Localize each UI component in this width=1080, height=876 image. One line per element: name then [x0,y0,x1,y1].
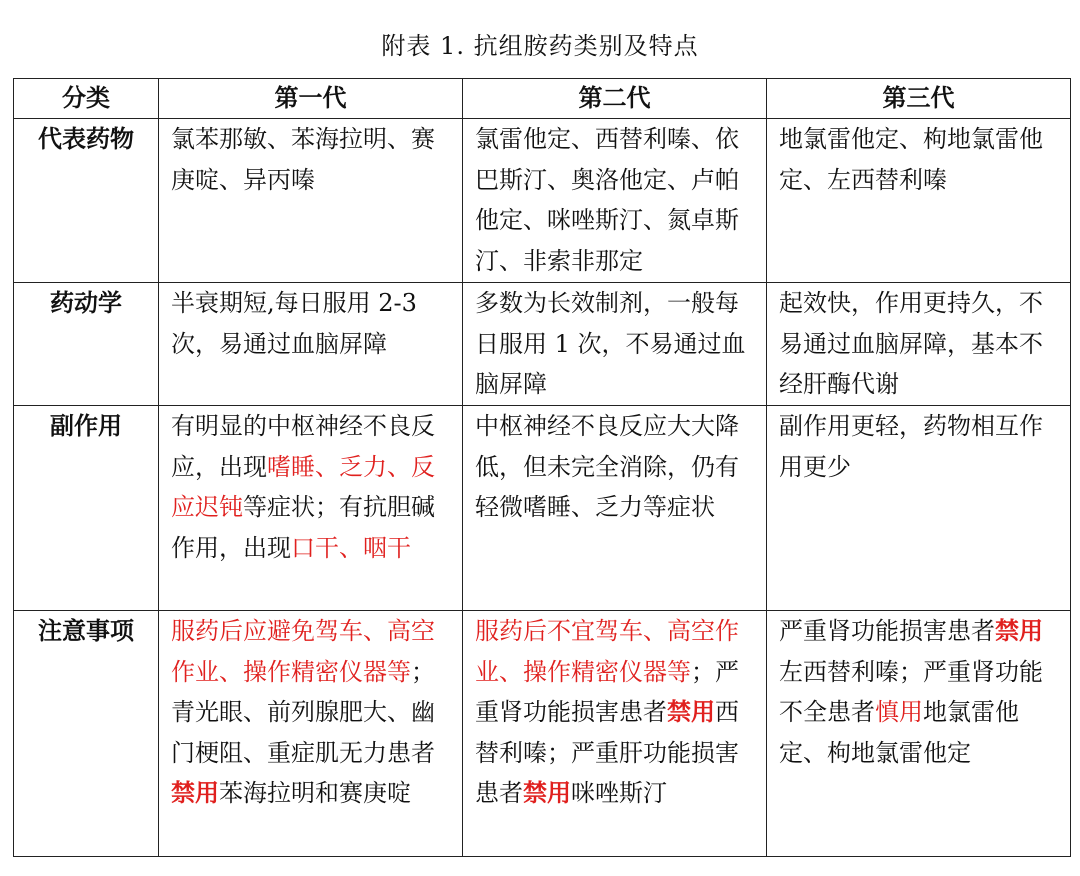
cell-text: 严重肾功能损害患者 [779,617,995,645]
table-row-representative-drugs [14,119,1071,283]
header-gen3: 第三代 [767,79,1071,119]
cell-text: 氯雷他定、西替利嗪、依巴斯汀、奥洛他定、卢帕他定、咪唑斯汀、氮卓斯汀、非索非那定 [475,125,739,275]
table-cell [767,119,1071,283]
table-cell [463,119,767,283]
row-label: 副作用 [14,406,159,611]
cell-text: 多数为长效制剂，一般每日服用 1 次，不易通过血脑屏障 [475,289,746,398]
highlighted-text: 禁用 [171,778,219,807]
cell-text: 地氯雷他定、枸地氯雷他定 [779,698,1019,767]
table-cell [463,283,767,406]
table-caption: 附表 1. 抗组胺药类别及特点 [381,32,699,60]
antihistamine-table [13,78,1071,857]
cell-text: 等症状；有抗胆碱作用，出现 [171,493,435,562]
cell-text: 有明显的中枢神经不良反应，出现 [171,412,435,481]
cell-text: 氯苯那敏、苯海拉明、赛庚啶、异丙嗪 [171,125,435,194]
highlighted-text: 禁用 [523,778,571,807]
cell-text: 半衰期短,每日服用 2-3 次，易通过血脑屏障 [171,289,417,358]
cell-text: 副作用更轻，药物相互作用更少 [779,412,1043,481]
table-header-row [14,79,1071,119]
cell-text: 左西替利嗪；严重肾功能不全患者 [779,657,1043,726]
cell-text: ；青光眼、前列腺肥大、幽门梗阻、重症肌无力患者 [171,657,435,767]
highlighted-text: 服药后应避免驾车、高空作业、操作精密仪器等 [171,617,435,686]
cell-text: 咪唑斯汀 [571,779,667,807]
header-gen1: 第一代 [159,79,463,119]
table-cell [767,406,1071,611]
table-cell [159,283,463,406]
highlighted-text: 禁用 [995,616,1043,645]
cell-text: 中枢神经不良反应大大降低，但未完全消除，仍有轻微嗜睡、乏力等症状 [475,412,739,521]
cell-text: 起效快，作用更持久，不易通过血脑屏障，基本不经肝酶代谢 [779,289,1043,398]
highlighted-text: 口干、咽干 [291,533,411,562]
table-row-precautions [14,611,1071,857]
highlighted-text: 慎用 [875,698,923,726]
highlighted-text: 嗜睡、乏力、反应迟钝 [171,452,435,521]
cell-text: 苯海拉明和赛庚啶 [219,779,411,807]
table-cell [463,611,767,857]
table-cell [463,406,767,611]
table-cell [159,406,463,611]
table-cell [159,611,463,857]
cell-text: ；严重肾功能损害患者 [475,657,739,726]
row-label: 注意事项 [14,611,159,857]
row-label: 药动学 [14,283,159,406]
cell-text: 西替利嗪；严重肝功能损害患者 [475,698,739,807]
header-gen2: 第二代 [463,79,767,119]
row-label: 代表药物 [14,119,159,283]
table-row-pharmacokinetics [14,283,1071,406]
table-row-side-effects [14,406,1071,611]
highlighted-text: 禁用 [667,697,715,726]
highlighted-text: 服药后不宜驾车、高空作业、操作精密仪器等 [475,617,739,686]
header-category: 分类 [14,79,159,119]
cell-text: 地氯雷他定、枸地氯雷他定、左西替利嗪 [779,125,1043,194]
table-cell [159,119,463,283]
table-cell [767,611,1071,857]
table-cell [767,283,1071,406]
